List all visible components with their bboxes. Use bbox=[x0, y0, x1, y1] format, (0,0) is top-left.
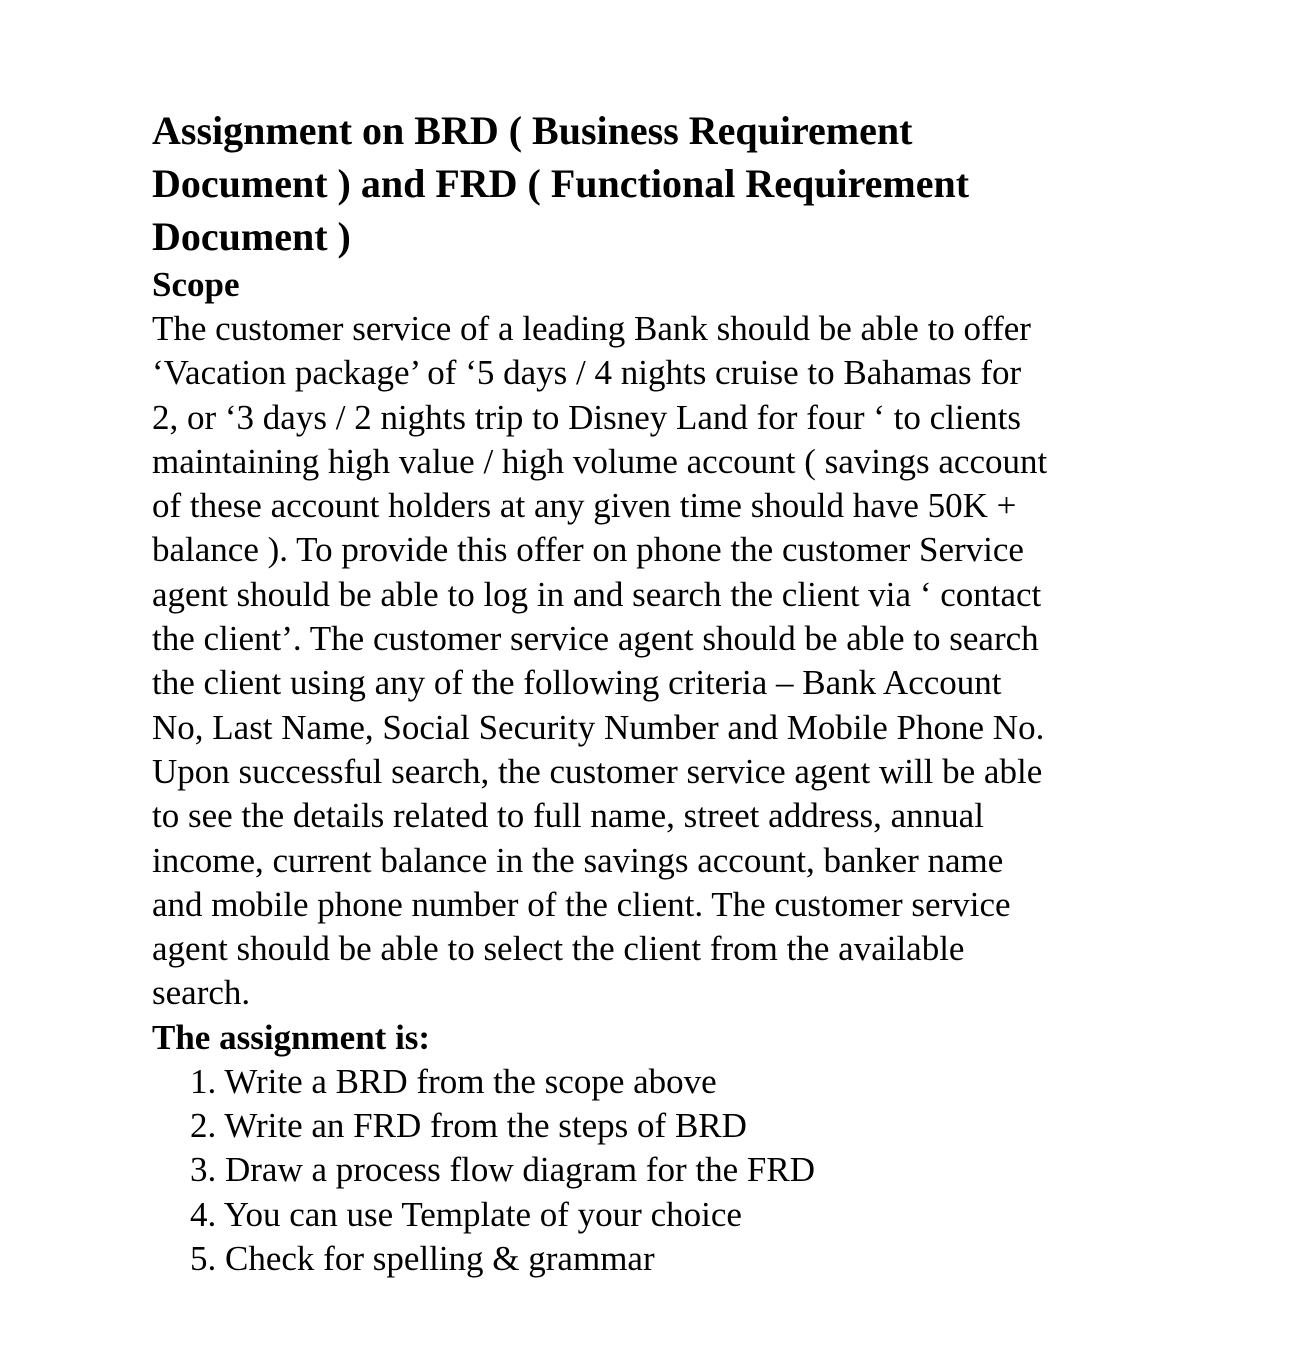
scope-line: maintaining high value / high volume account ( savings account bbox=[152, 441, 1048, 481]
document-title bbox=[152, 104, 1152, 263]
assignment-heading: The assignment is: bbox=[152, 1017, 431, 1057]
task-item: 2. Write an FRD from the steps of BRD bbox=[190, 1106, 747, 1146]
scope-line: the client using any of the following criteria – Bank Account bbox=[152, 663, 1002, 703]
title-line-1: Assignment on BRD ( Business Requirement bbox=[152, 108, 913, 153]
scope-line: The customer service of a leading Bank should be able to offer bbox=[152, 309, 1031, 348]
scope-line: agent should be able to log in and search the client via ‘ contact bbox=[152, 574, 1042, 614]
task-item: 1. Write a BRD from the scope above bbox=[190, 1061, 717, 1101]
scope-line: Upon successful search, the customer service agent will be able bbox=[152, 751, 1043, 791]
scope-line: 2, or ‘3 days / 2 nights trip to Disney Land for four ‘ to clients bbox=[152, 397, 1022, 437]
scope-line: agent should be able to select the client from the available bbox=[152, 929, 965, 969]
scope-line: ‘Vacation package’ of ‘5 days / 4 nights cruise to Bahamas for bbox=[152, 353, 1022, 393]
task-item: 3. Draw a process flow diagram for the FRD bbox=[190, 1150, 815, 1190]
scope-heading: Scope bbox=[152, 265, 240, 304]
scope-line: and mobile phone number of the client. The customer service bbox=[152, 884, 1011, 924]
task-item: 5. Check for spelling & grammar bbox=[190, 1238, 655, 1278]
scope-line: No, Last Name, Social Security Number and Mobile Phone No. bbox=[152, 707, 1045, 747]
task-list bbox=[152, 1060, 1152, 1281]
scope-line: search. bbox=[152, 973, 251, 1013]
document-page bbox=[152, 104, 1152, 1281]
title-line-3: Document ) bbox=[152, 214, 351, 259]
title-line-2: Document ) and FRD ( Functional Requirement bbox=[152, 161, 970, 206]
task-item: 4. You can use Template of your choice bbox=[190, 1194, 742, 1234]
scope-line: to see the details related to full name, street address, annual bbox=[152, 796, 984, 836]
scope-line: the client’. The customer service agent should be able to search bbox=[152, 619, 1039, 659]
scope-paragraph bbox=[152, 307, 1152, 1016]
scope-line: income, current balance in the savings account, banker name bbox=[152, 840, 1004, 880]
scope-line: balance ). To provide this offer on phone the customer Service bbox=[152, 530, 1024, 570]
scope-line: of these account holders at any given time should have 50K + bbox=[152, 486, 1017, 526]
